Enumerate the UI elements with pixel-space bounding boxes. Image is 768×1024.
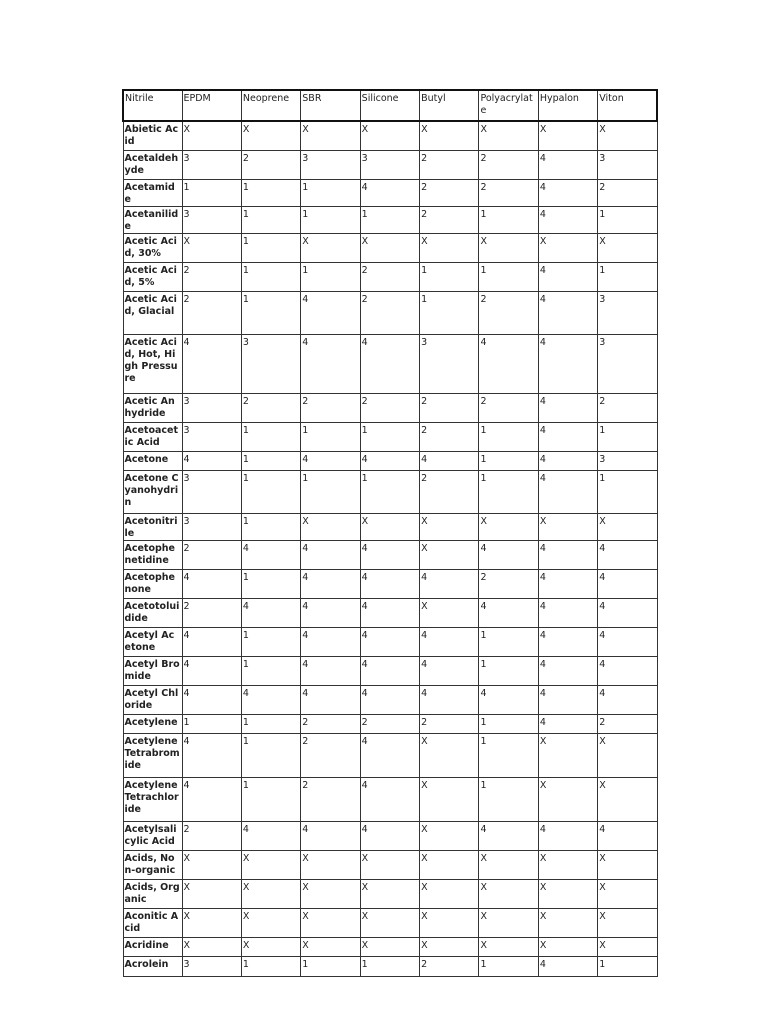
rating-cell: 2	[420, 714, 479, 733]
rating-cell: 1	[479, 656, 538, 685]
rating-cell: 2	[420, 150, 479, 179]
rating-cell: 4	[301, 627, 360, 656]
table-row	[123, 262, 657, 291]
rating-cell: 4	[360, 569, 419, 598]
rating-cell: 4	[538, 569, 597, 598]
rating-cell: X	[360, 233, 419, 262]
rating-cell: X	[360, 937, 419, 956]
rating-cell: 4	[479, 685, 538, 714]
rating-cell: X	[538, 733, 597, 777]
rating-cell: X	[420, 937, 479, 956]
rating-cell: X	[598, 777, 657, 821]
rating-cell: 4	[538, 656, 597, 685]
table-row	[123, 598, 657, 627]
chemical-name-cell: Aconitic Acid	[123, 908, 182, 937]
chemical-name-cell: Acetic Anhydride	[123, 393, 182, 422]
table-row	[123, 540, 657, 569]
rating-cell: X	[182, 908, 241, 937]
table-row	[123, 908, 657, 937]
rating-cell: 4	[360, 777, 419, 821]
rating-cell: 2	[420, 206, 479, 233]
chemical-name-cell: Acetaldehyde	[123, 150, 182, 179]
rating-cell: 1	[420, 291, 479, 334]
table-row	[123, 291, 657, 334]
rating-cell: 4	[360, 656, 419, 685]
chemical-name-cell: Acetone	[123, 451, 182, 470]
rating-cell: 1	[479, 714, 538, 733]
rating-cell: 4	[420, 627, 479, 656]
rating-cell: 1	[301, 206, 360, 233]
rating-cell: 1	[598, 206, 657, 233]
rating-cell: 1	[182, 714, 241, 733]
rating-cell: 2	[598, 393, 657, 422]
header-hypalon: Hypalon	[538, 90, 597, 121]
rating-cell: 1	[479, 262, 538, 291]
rating-cell: X	[479, 937, 538, 956]
rating-cell: 4	[241, 598, 300, 627]
rating-cell: 4	[182, 685, 241, 714]
rating-cell: 3	[182, 150, 241, 179]
rating-cell: 2	[360, 714, 419, 733]
chemical-name-cell: Acetotoluidide	[123, 598, 182, 627]
rating-cell: X	[241, 879, 300, 908]
rating-cell: X	[301, 879, 360, 908]
rating-cell: X	[420, 598, 479, 627]
chemical-name-cell: Acetylene	[123, 714, 182, 733]
rating-cell: 4	[538, 714, 597, 733]
rating-cell: 1	[182, 179, 241, 206]
rating-cell: 1	[241, 714, 300, 733]
table-row	[123, 179, 657, 206]
table-row	[123, 334, 657, 393]
rating-cell: 1	[479, 451, 538, 470]
rating-cell: 4	[598, 598, 657, 627]
rating-cell: 1	[241, 627, 300, 656]
rating-cell: 4	[360, 179, 419, 206]
rating-cell: X	[598, 233, 657, 262]
rating-cell: X	[241, 908, 300, 937]
rating-cell: 4	[301, 821, 360, 850]
rating-cell: 4	[182, 569, 241, 598]
table-row	[123, 850, 657, 879]
table-row	[123, 821, 657, 850]
header-row	[123, 90, 657, 121]
rating-cell: 4	[538, 821, 597, 850]
rating-cell: X	[598, 513, 657, 540]
rating-cell: 2	[598, 714, 657, 733]
rating-cell: 4	[301, 685, 360, 714]
rating-cell: 1	[479, 470, 538, 513]
rating-cell: X	[182, 879, 241, 908]
chemical-name-cell: Acrolein	[123, 956, 182, 976]
rating-cell: 1	[301, 179, 360, 206]
rating-cell: 4	[301, 291, 360, 334]
header-butyl: Butyl	[420, 90, 479, 121]
chemical-name-cell: Acetylene Tetrachloride	[123, 777, 182, 821]
rating-cell: 1	[241, 733, 300, 777]
rating-cell: X	[598, 908, 657, 937]
rating-cell: X	[420, 879, 479, 908]
rating-cell: 1	[479, 777, 538, 821]
rating-cell: 4	[301, 334, 360, 393]
rating-cell: 4	[182, 656, 241, 685]
rating-cell: 1	[598, 956, 657, 976]
rating-cell: X	[301, 850, 360, 879]
rating-cell: 2	[360, 262, 419, 291]
rating-cell: 3	[598, 334, 657, 393]
chemical-name-cell: Acetophenone	[123, 569, 182, 598]
rating-cell: 4	[479, 334, 538, 393]
rating-cell: 1	[241, 262, 300, 291]
rating-cell: 1	[598, 470, 657, 513]
header-sbr: SBR	[301, 90, 360, 121]
rating-cell: 1	[241, 422, 300, 451]
rating-cell: 4	[538, 150, 597, 179]
rating-cell: 2	[182, 821, 241, 850]
rating-cell: 4	[360, 627, 419, 656]
rating-cell: 1	[301, 422, 360, 451]
rating-cell: X	[420, 513, 479, 540]
chemical-name-cell: Acetic Acid, 30%	[123, 233, 182, 262]
table-row	[123, 714, 657, 733]
rating-cell: 1	[241, 451, 300, 470]
rating-cell: 1	[241, 777, 300, 821]
chemical-name-cell: Acetanilide	[123, 206, 182, 233]
rating-cell: 4	[241, 821, 300, 850]
header-polyacrylate: Polyacrylate	[479, 90, 538, 121]
rating-cell: X	[241, 121, 300, 150]
rating-cell: 4	[360, 451, 419, 470]
rating-cell: 4	[538, 540, 597, 569]
rating-cell: X	[479, 233, 538, 262]
rating-cell: 2	[301, 733, 360, 777]
rating-cell: 4	[360, 821, 419, 850]
rating-cell: X	[360, 879, 419, 908]
rating-cell: 2	[420, 422, 479, 451]
rating-cell: 1	[479, 956, 538, 976]
table-row	[123, 470, 657, 513]
table-row	[123, 733, 657, 777]
chemical-name-cell: Acetonitrile	[123, 513, 182, 540]
rating-cell: X	[301, 937, 360, 956]
rating-cell: 4	[301, 656, 360, 685]
table-row	[123, 656, 657, 685]
rating-cell: X	[301, 908, 360, 937]
rating-cell: 4	[479, 598, 538, 627]
rating-cell: 4	[301, 569, 360, 598]
rating-cell: 4	[598, 569, 657, 598]
rating-cell: X	[479, 513, 538, 540]
rating-cell: 4	[538, 470, 597, 513]
rating-cell: 3	[301, 150, 360, 179]
rating-cell: X	[420, 233, 479, 262]
table-row	[123, 233, 657, 262]
rating-cell: 4	[360, 598, 419, 627]
table-header	[123, 90, 657, 121]
rating-cell: 2	[182, 262, 241, 291]
rating-cell: 4	[241, 540, 300, 569]
rating-cell: 2	[182, 598, 241, 627]
table-row	[123, 956, 657, 976]
rating-cell: X	[420, 777, 479, 821]
rating-cell: X	[538, 777, 597, 821]
rating-cell: 1	[241, 656, 300, 685]
rating-cell: 2	[420, 470, 479, 513]
rating-cell: X	[479, 850, 538, 879]
rating-cell: 4	[538, 262, 597, 291]
rating-cell: 4	[241, 685, 300, 714]
rating-cell: 4	[538, 179, 597, 206]
rating-cell: 1	[479, 733, 538, 777]
rating-cell: 4	[360, 733, 419, 777]
rating-cell: 3	[241, 334, 300, 393]
rating-cell: 4	[538, 598, 597, 627]
rating-cell: X	[420, 733, 479, 777]
chemical-name-cell: Acetic Acid, Hot, High Pressure	[123, 334, 182, 393]
rating-cell: 2	[420, 393, 479, 422]
rating-cell: 3	[182, 513, 241, 540]
table-row	[123, 569, 657, 598]
table-row	[123, 685, 657, 714]
rating-cell: 3	[598, 451, 657, 470]
rating-cell: 1	[241, 206, 300, 233]
rating-cell: 4	[360, 540, 419, 569]
rating-cell: 2	[182, 291, 241, 334]
table-row	[123, 422, 657, 451]
rating-cell: 2	[420, 179, 479, 206]
rating-cell: 4	[420, 685, 479, 714]
rating-cell: 2	[479, 179, 538, 206]
rating-cell: X	[479, 908, 538, 937]
rating-cell: 4	[420, 569, 479, 598]
rating-cell: X	[598, 733, 657, 777]
rating-cell: 1	[420, 262, 479, 291]
rating-cell: 2	[479, 291, 538, 334]
rating-cell: X	[182, 937, 241, 956]
table-row	[123, 627, 657, 656]
rating-cell: 4	[301, 540, 360, 569]
chemical-name-cell: Acetoacetic Acid	[123, 422, 182, 451]
rating-cell: X	[301, 233, 360, 262]
rating-cell: 4	[598, 821, 657, 850]
rating-cell: X	[538, 879, 597, 908]
chemical-name-cell: Acetyl Bromide	[123, 656, 182, 685]
rating-cell: 2	[301, 777, 360, 821]
table-row	[123, 451, 657, 470]
rating-cell: 4	[538, 206, 597, 233]
table-body	[123, 121, 657, 976]
rating-cell: 4	[182, 733, 241, 777]
rating-cell: 2	[598, 179, 657, 206]
chemical-name-cell: Acetone Cyanohydrin	[123, 470, 182, 513]
rating-cell: 1	[360, 956, 419, 976]
rating-cell: X	[360, 121, 419, 150]
rating-cell: X	[360, 850, 419, 879]
rating-cell: 4	[598, 627, 657, 656]
rating-cell: 1	[241, 513, 300, 540]
chemical-name-cell: Acids, Non-organic	[123, 850, 182, 879]
rating-cell: 1	[241, 470, 300, 513]
rating-cell: 1	[301, 956, 360, 976]
rating-cell: 3	[360, 150, 419, 179]
table-row	[123, 513, 657, 540]
header-silicone: Silicone	[360, 90, 419, 121]
rating-cell: X	[420, 821, 479, 850]
rating-cell: 1	[241, 291, 300, 334]
rating-cell: 1	[360, 470, 419, 513]
rating-cell: X	[420, 908, 479, 937]
rating-cell: 2	[301, 714, 360, 733]
compatibility-table	[122, 89, 658, 977]
rating-cell: X	[182, 850, 241, 879]
rating-cell: 1	[479, 627, 538, 656]
rating-cell: 4	[182, 334, 241, 393]
header-nitrile: Nitrile	[123, 90, 182, 121]
header-neoprene: Neoprene	[241, 90, 300, 121]
rating-cell: 4	[538, 451, 597, 470]
rating-cell: X	[538, 513, 597, 540]
rating-cell: X	[598, 121, 657, 150]
rating-cell: 2	[479, 150, 538, 179]
rating-cell: 4	[420, 451, 479, 470]
table-row	[123, 121, 657, 150]
chemical-name-cell: Abietic Acid	[123, 121, 182, 150]
rating-cell: 2	[182, 540, 241, 569]
rating-cell: X	[538, 233, 597, 262]
rating-cell: 4	[301, 451, 360, 470]
rating-cell: 1	[241, 569, 300, 598]
rating-cell: X	[538, 850, 597, 879]
table-row	[123, 879, 657, 908]
rating-cell: 3	[598, 291, 657, 334]
rating-cell: X	[598, 879, 657, 908]
rating-cell: 4	[538, 291, 597, 334]
rating-cell: 4	[360, 334, 419, 393]
rating-cell: X	[538, 937, 597, 956]
rating-cell: 1	[598, 422, 657, 451]
rating-cell: 1	[479, 422, 538, 451]
rating-cell: 1	[598, 262, 657, 291]
rating-cell: 4	[301, 598, 360, 627]
rating-cell: X	[420, 850, 479, 879]
rating-cell: 3	[598, 150, 657, 179]
rating-cell: 4	[538, 422, 597, 451]
rating-cell: 3	[182, 470, 241, 513]
rating-cell: 4	[182, 627, 241, 656]
chemical-name-cell: Acids, Organic	[123, 879, 182, 908]
rating-cell: X	[598, 850, 657, 879]
rating-cell: X	[360, 513, 419, 540]
rating-cell: 3	[182, 956, 241, 976]
rating-cell: 4	[538, 334, 597, 393]
rating-cell: 1	[241, 233, 300, 262]
rating-cell: 4	[538, 393, 597, 422]
rating-cell: X	[479, 879, 538, 908]
rating-cell: 4	[182, 777, 241, 821]
rating-cell: X	[479, 121, 538, 150]
rating-cell: 2	[301, 393, 360, 422]
rating-cell: 1	[241, 179, 300, 206]
table-row	[123, 150, 657, 179]
chemical-name-cell: Acetic Acid, 5%	[123, 262, 182, 291]
rating-cell: 4	[420, 656, 479, 685]
chemical-name-cell: Acridine	[123, 937, 182, 956]
rating-cell: 2	[479, 393, 538, 422]
rating-cell: 4	[182, 451, 241, 470]
rating-cell: 2	[241, 150, 300, 179]
rating-cell: 4	[598, 656, 657, 685]
rating-cell: X	[241, 937, 300, 956]
rating-cell: 1	[301, 470, 360, 513]
rating-cell: X	[598, 937, 657, 956]
rating-cell: 3	[182, 422, 241, 451]
rating-cell: 2	[420, 956, 479, 976]
chemical-name-cell: Acetophenetidine	[123, 540, 182, 569]
rating-cell: X	[420, 540, 479, 569]
rating-cell: 2	[479, 569, 538, 598]
rating-cell: X	[538, 908, 597, 937]
rating-cell: X	[241, 850, 300, 879]
chemical-name-cell: Acetamide	[123, 179, 182, 206]
rating-cell: 1	[360, 422, 419, 451]
rating-cell: X	[538, 121, 597, 150]
rating-cell: X	[420, 121, 479, 150]
rating-cell: 3	[182, 393, 241, 422]
table-row	[123, 393, 657, 422]
rating-cell: 4	[360, 685, 419, 714]
table-row	[123, 777, 657, 821]
rating-cell: 4	[598, 685, 657, 714]
rating-cell: 4	[538, 956, 597, 976]
header-epdm: EPDM	[182, 90, 241, 121]
rating-cell: 4	[479, 540, 538, 569]
rating-cell: 4	[538, 685, 597, 714]
rating-cell: 3	[182, 206, 241, 233]
rating-cell: X	[182, 233, 241, 262]
chemical-name-cell: Acetyl Acetone	[123, 627, 182, 656]
table-row	[123, 937, 657, 956]
rating-cell: 4	[479, 821, 538, 850]
rating-cell: X	[182, 121, 241, 150]
rating-cell: 2	[360, 291, 419, 334]
rating-cell: 1	[301, 262, 360, 291]
rating-cell: X	[301, 513, 360, 540]
rating-cell: 4	[538, 627, 597, 656]
rating-cell: 4	[598, 540, 657, 569]
table-row	[123, 206, 657, 233]
chemical-name-cell: Acetyl Chloride	[123, 685, 182, 714]
rating-cell: X	[360, 908, 419, 937]
rating-cell: X	[301, 121, 360, 150]
chemical-name-cell: Acetylene Tetrabromide	[123, 733, 182, 777]
chemical-name-cell: Acetic Acid, Glacial	[123, 291, 182, 334]
header-viton: Viton	[598, 90, 657, 121]
rating-cell: 3	[420, 334, 479, 393]
rating-cell: 2	[241, 393, 300, 422]
rating-cell: 1	[360, 206, 419, 233]
rating-cell: 1	[241, 956, 300, 976]
chemical-name-cell: Acetylsalicylic Acid	[123, 821, 182, 850]
rating-cell: 1	[479, 206, 538, 233]
rating-cell: 2	[360, 393, 419, 422]
